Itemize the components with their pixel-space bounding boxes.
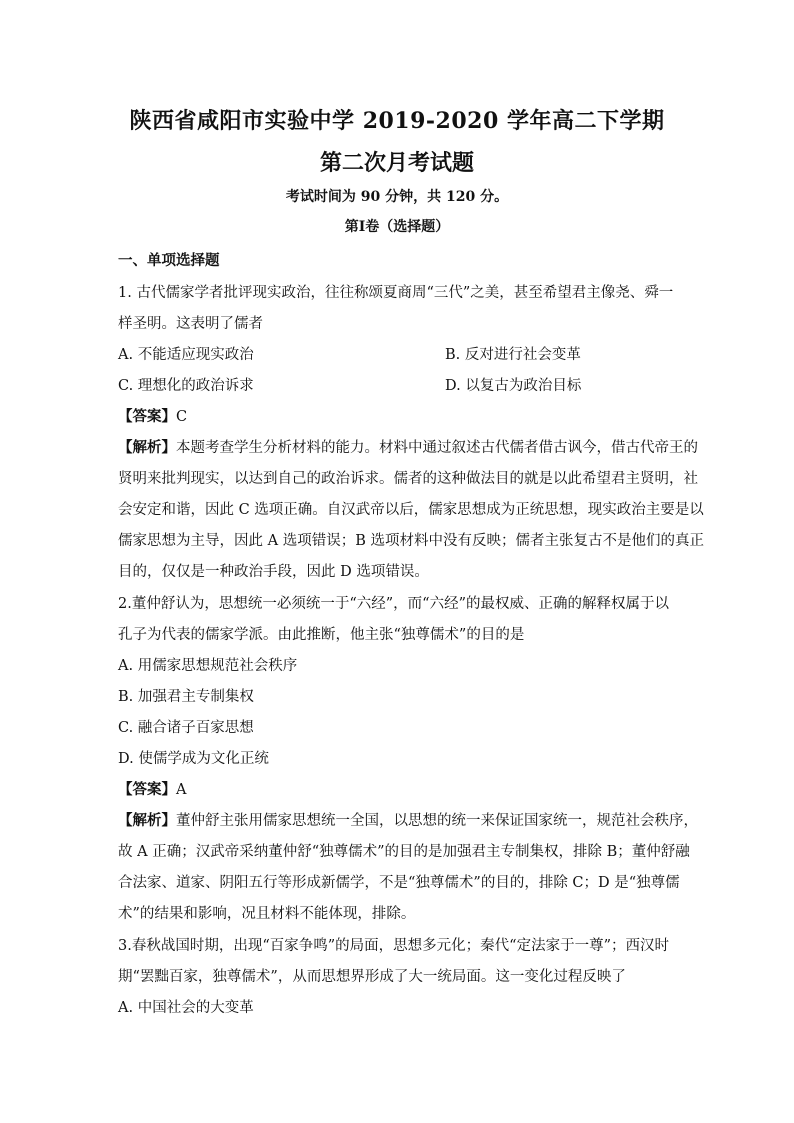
q1-analysis-line4: 儒家思想为主导，因此 A 选项错误；B 选项材料中没有反映；儒者主张复古不是他们的真正 xyxy=(118,533,704,549)
q1-option-d: D. 以复古为政治目标 xyxy=(445,378,582,394)
q1-option-c: C. 理想化的政治诉求 xyxy=(118,378,254,394)
q3-option-a: A. 中国社会的大变革 xyxy=(118,1000,254,1016)
q2-analysis-line2: 故 A 正确；汉武帝采纳董仲舒“独尊儒术”的目的是加强君主专制集权，排除 B；董仲舒融 xyxy=(118,844,690,860)
document-title: 陕西省咸阳市实验中学 2019-2020 学年高二下学期 xyxy=(129,108,665,134)
q1-stem-line1: 1. 古代儒家学者批评现实政治，往往称颂夏商周“三代”之美，甚至希望君主像尧、舜一 xyxy=(118,285,674,301)
volume-heading: 第Ⅰ卷（选择题） xyxy=(344,219,450,235)
q2-option-b: B. 加强君主专制集权 xyxy=(118,689,254,705)
q2-analysis-label: 【解析】 xyxy=(118,812,176,829)
q1-option-a: A. 不能适应现实政治 xyxy=(118,347,254,363)
q1-analysis-line3: 会安定和谐，因此 C 选项正确。自汉武帝以后，儒家思想成为正统思想，现实政治主要是以 xyxy=(118,502,704,518)
q2-answer-value: A xyxy=(176,782,187,798)
q2-analysis-line1 xyxy=(118,809,698,830)
q1-analysis-label: 【解析】 xyxy=(118,439,176,456)
q3-stem-line2: 期“罢黜百家，独尊儒术”，从而思想界形成了大一统局面。这一变化过程反映了 xyxy=(118,969,626,985)
q2-option-a: A. 用儒家思想规范社会秩序 xyxy=(118,658,298,674)
q1-analysis-line5: 目的，仅仅是一种政治手段，因此 D 选项错误。 xyxy=(118,564,429,580)
q2-answer-label: 【答案】 xyxy=(118,781,176,798)
section-heading: 一、单项选择题 xyxy=(118,252,220,269)
q1-answer xyxy=(118,405,187,426)
q1-analysis-line1 xyxy=(118,436,698,457)
q2-analysis-line4: 术”的结果和影响，况且材料不能体现，排除。 xyxy=(118,906,416,922)
q3-stem-line1: 3.春秋战国时期，出现“百家争鸣”的局面，思想多元化；秦代“定法家于一尊”；西汉时 xyxy=(118,938,669,954)
q2-option-d: D. 使儒学成为文化正统 xyxy=(118,751,269,767)
q1-analysis-text1: 本题考查学生分析材料的能力。材料中通过叙述古代儒者借古讽今，借古代帝王的 xyxy=(176,440,698,456)
exam-info: 考试时间为 90 分钟，共 120 分。 xyxy=(285,189,509,205)
q2-option-c: C. 融合诸子百家思想 xyxy=(118,720,254,736)
document-subtitle: 第二次月考试题 xyxy=(319,150,474,176)
q2-stem-line1: 2.董仲舒认为，思想统一必须统一于“六经”，而“六经”的最权威、正确的解释权属于以 xyxy=(118,596,669,612)
q2-analysis-text1: 董仲舒主张用儒家思想统一全国，以思想的统一来保证国家统一，规范社会秩序， xyxy=(176,813,698,829)
q1-answer-label: 【答案】 xyxy=(118,408,176,425)
q1-option-b: B. 反对进行社会变革 xyxy=(445,347,581,363)
q1-stem-line2: 样圣明。这表明了儒者 xyxy=(118,316,263,332)
q1-analysis-line2: 贤明来批判现实，以达到自己的政治诉求。儒者的这种做法目的就是以此希望君主贤明，社 xyxy=(118,471,698,487)
q1-answer-value: C xyxy=(176,409,188,425)
q2-stem-line2: 孔子为代表的儒家学派。由此推断，他主张“独尊儒术”的目的是 xyxy=(118,627,525,643)
q2-answer xyxy=(118,778,186,799)
q2-analysis-line3: 合法家、道家、阴阳五行等形成新儒学，不是“独尊儒术”的目的，排除 C；D 是“独尊儒 xyxy=(118,875,680,891)
